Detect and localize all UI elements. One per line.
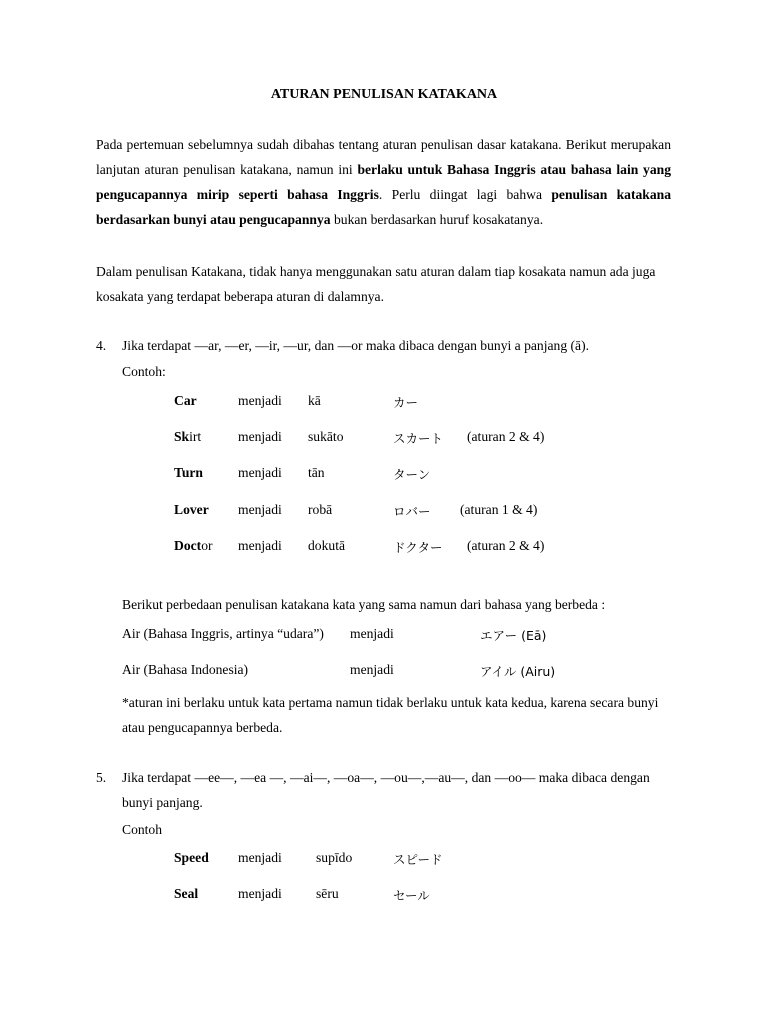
difference-result: エアー (Eā)	[480, 628, 547, 643]
difference-verb: menjadi	[350, 662, 394, 677]
example-katakana: セール	[393, 888, 430, 903]
rule-4-text: Jika terdapat —ar, —er, —ir, —ur, dan —or maka dibaca dengan bunyi a panjang (ā).	[122, 338, 590, 353]
intro-text-2: . Perlu diingat lagi bahwa	[378, 187, 552, 202]
example-romaji: robā	[308, 502, 333, 517]
difference-word: Air (Bahasa Indonesia)	[122, 662, 249, 677]
example-note: (aturan 1 & 4)	[460, 502, 538, 517]
example-word: Lover	[174, 502, 209, 517]
example-verb: menjadi	[238, 850, 282, 865]
example-word: Car	[174, 393, 197, 408]
example-verb: menjadi	[238, 465, 282, 480]
intro-paragraph	[96, 132, 671, 232]
example-katakana: ロバー	[393, 504, 431, 519]
intro-text-3: bukan berdasarkan huruf kosakatanya.	[330, 212, 544, 227]
example-verb: menjadi	[238, 502, 282, 517]
example-romaji: sēru	[316, 886, 339, 901]
example-katakana: カー	[393, 395, 419, 410]
second-paragraph-text: Dalam penulisan Katakana, tidak hanya menggunakan satu aturan dalam tiap kosakata namun ada juga kosakata yang terdapat beberapa aturan di dalamnya.	[96, 264, 656, 304]
example-katakana: ドクター	[393, 540, 443, 555]
intro-bold-2: penulisan katakana berdasarkan bunyi atau pengucapannya	[96, 187, 672, 227]
intro-text-1: Pada pertemuan sebelumnya sudah dibahas tentang aturan penulisan dasar katakana. Berikut merupakan lanjutan aturan penulisan katakana, namun ini	[96, 137, 671, 177]
difference-word: Air (Bahasa Inggris, artinya “udara”)	[122, 626, 324, 641]
example-romaji: kā	[308, 393, 321, 408]
rule-4-contoh-label: Contoh:	[122, 364, 166, 379]
page-title: ATURAN PENULISAN KATAKANA	[270, 87, 498, 102]
rule-5-contoh-label: Contoh	[122, 822, 163, 837]
example-verb: menjadi	[238, 538, 282, 553]
example-romaji: sukāto	[308, 429, 344, 444]
example-word: Turn	[174, 465, 203, 480]
second-paragraph	[96, 259, 671, 309]
intro-bold-1: berlaku untuk Bahasa Inggris atau bahasa lain yang pengucapannya mirip seperti bahasa Inggris	[96, 162, 672, 202]
example-romaji: dokutā	[308, 538, 345, 553]
example-katakana: ターン	[393, 467, 431, 482]
example-verb: menjadi	[238, 393, 282, 408]
rule-5-text: Jika terdapat —ee—, —ea —, —ai—, —oa—, —ou—,—au—, dan —oo— maka dibaca dengan bunyi panjang.	[122, 770, 650, 810]
example-romaji: supīdo	[316, 850, 353, 865]
difference-result: アイル (Airu)	[480, 664, 556, 679]
example-word: Doctor	[174, 538, 213, 553]
example-word: Speed	[174, 850, 209, 865]
example-note: (aturan 2 & 4)	[467, 538, 545, 553]
example-word: Seal	[174, 886, 199, 901]
example-katakana: スカート	[393, 431, 444, 446]
example-romaji: tān	[308, 465, 325, 480]
rule-5-number: 5.	[96, 770, 107, 785]
example-katakana: スピード	[393, 852, 443, 867]
footnote: *aturan ini berlaku untuk kata pertama namun tidak berlaku untuk kata kedua, karena secara bunyi atau pengucapannya berbeda.	[122, 695, 659, 735]
rule-4-number: 4.	[96, 338, 107, 353]
difference-intro: Berikut perbedaan penulisan katakana kata yang sama namun dari bahasa yang berbeda :	[122, 597, 606, 612]
example-note: (aturan 2 & 4)	[467, 429, 545, 444]
difference-verb: menjadi	[350, 626, 394, 641]
example-word: Skirt	[174, 429, 202, 444]
example-verb: menjadi	[238, 886, 282, 901]
example-verb: menjadi	[238, 429, 282, 444]
